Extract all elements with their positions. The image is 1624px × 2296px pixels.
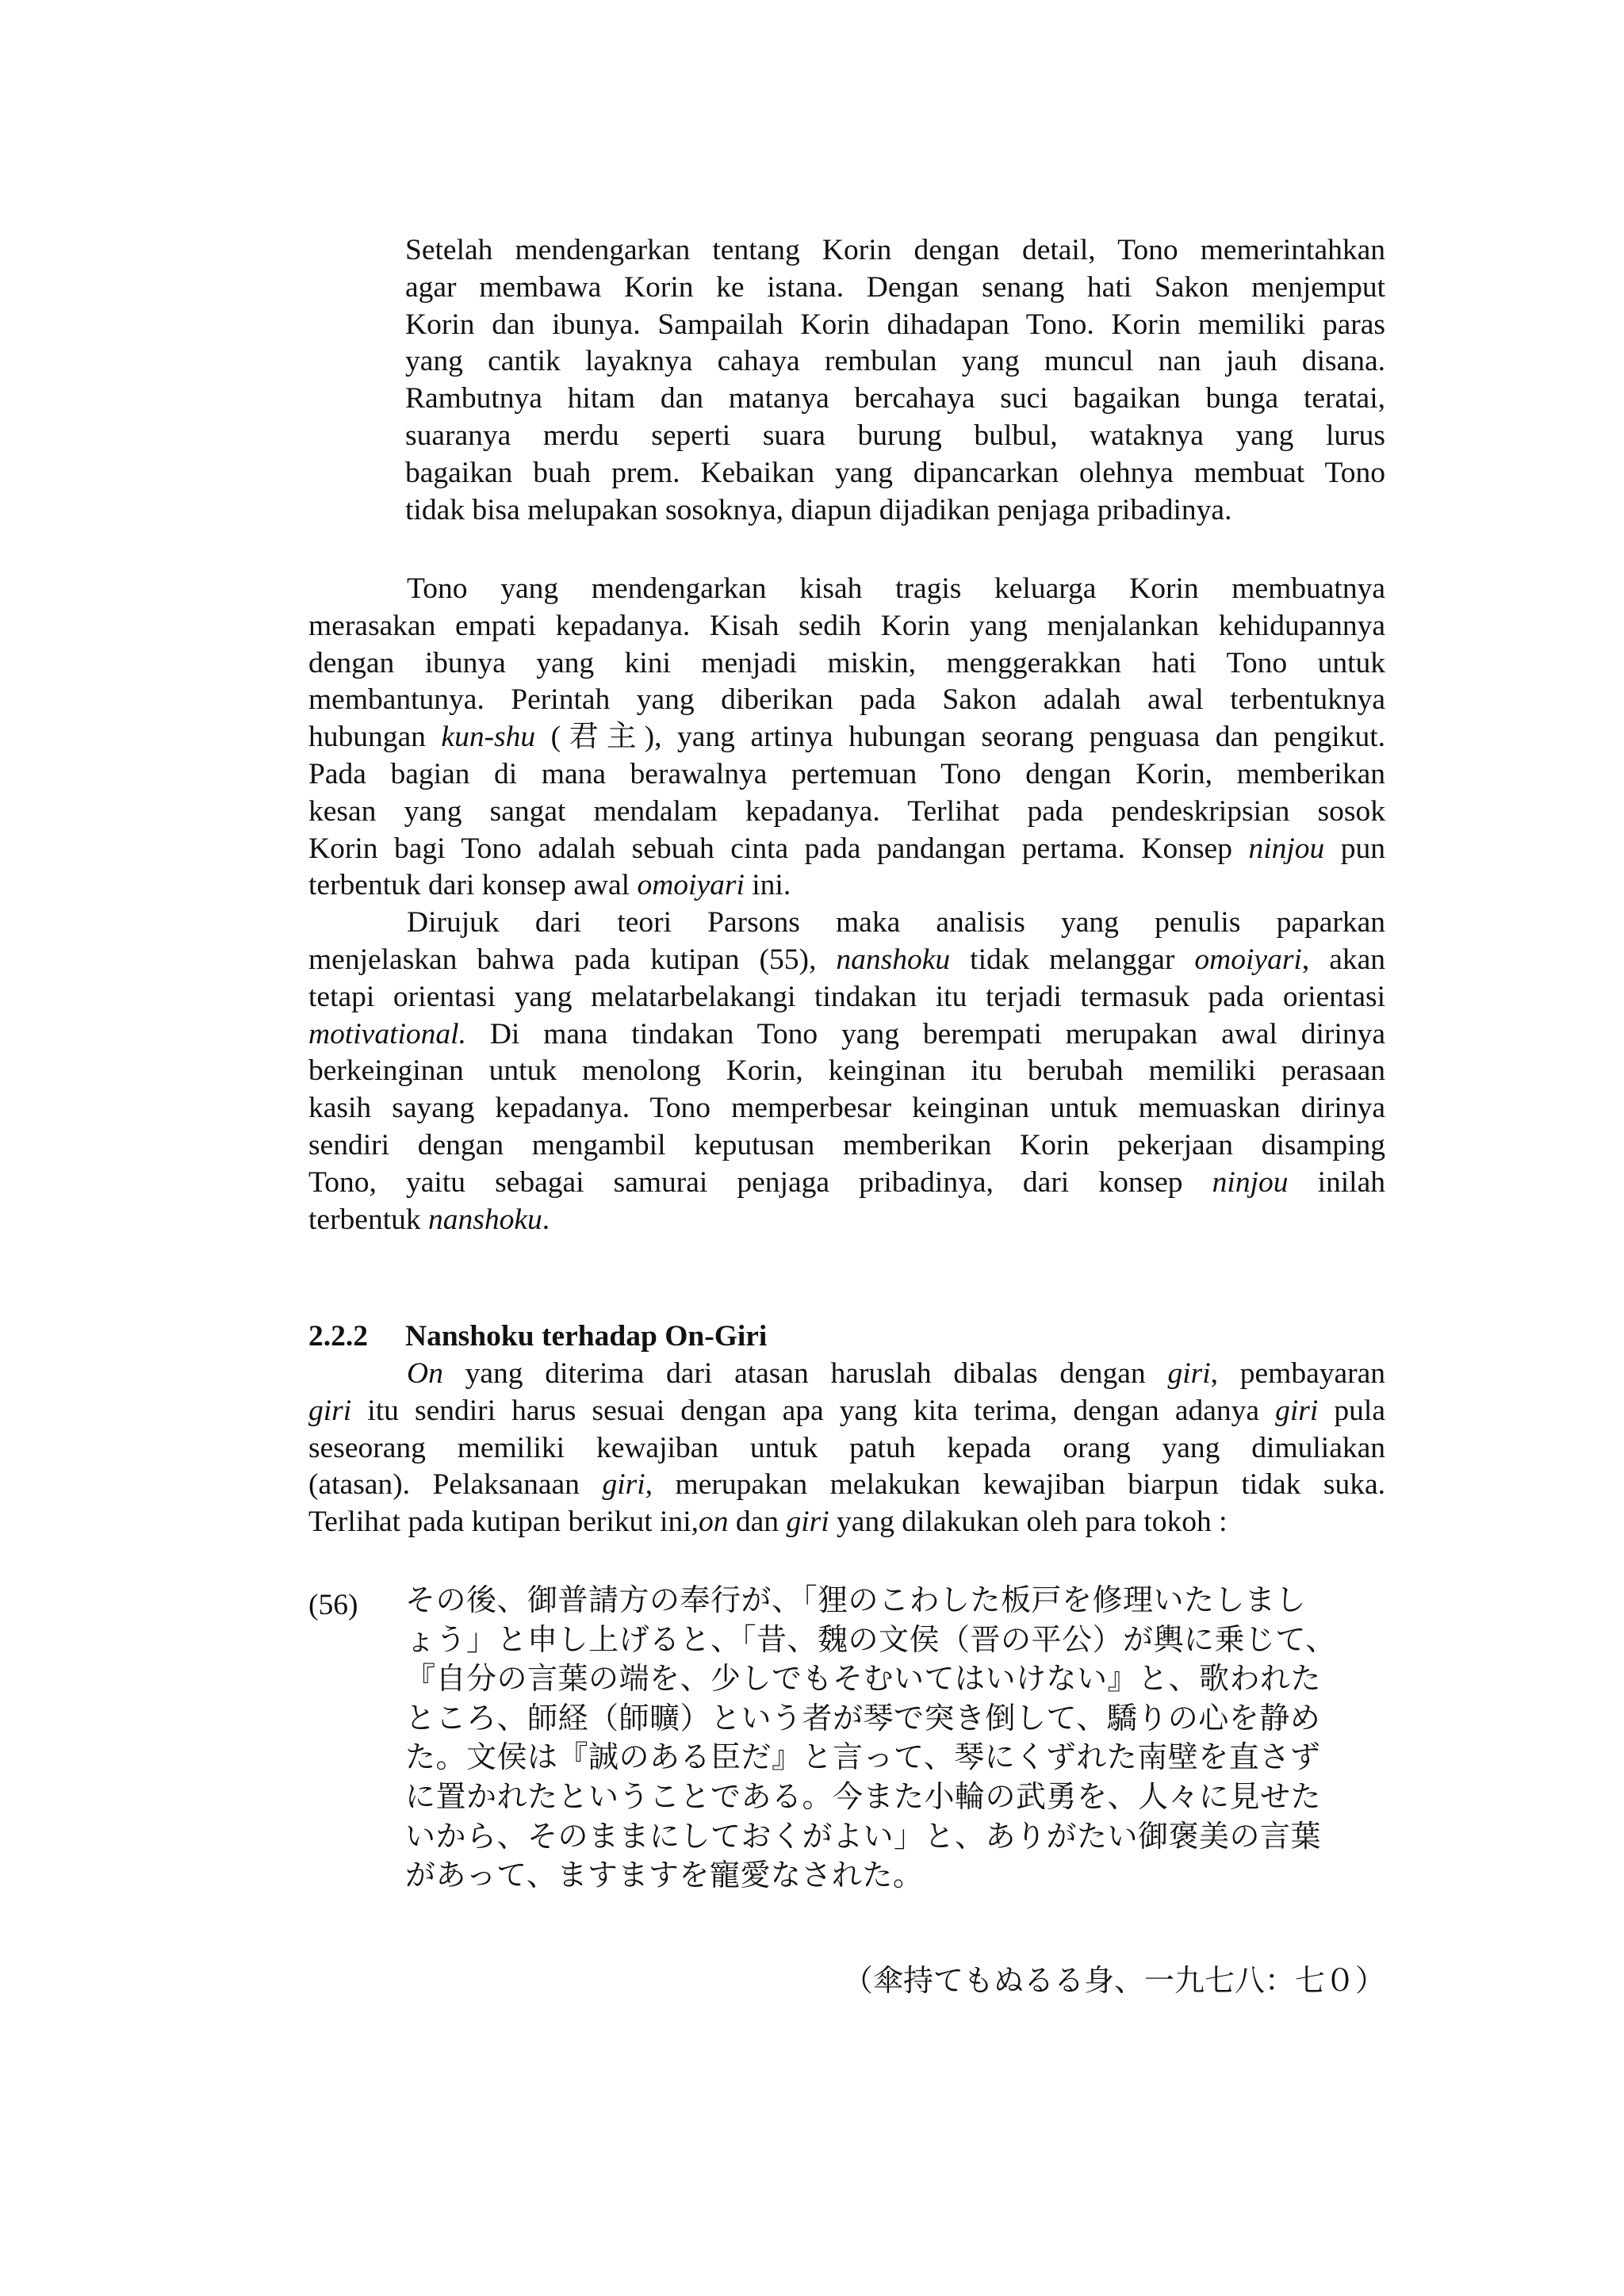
text-line: menjelaskan bahwa pada kutipan (55), nanshoku tidak melanggar omoiyari, akan <box>308 943 1386 976</box>
text-line: Korin bagi Tono adalah sebuah cinta pada pandangan pertama. Konsep ninjou pun <box>308 832 1386 865</box>
paragraph-analysis <box>308 571 1385 1238</box>
italic-term: giri <box>1275 1394 1319 1427</box>
text-line: motivational. Di mana tindakan Tono yang berempati merupakan awal dirinya <box>308 1017 1385 1050</box>
text-line: terbentuk nanshoku. <box>308 1203 550 1236</box>
quote-line: いから、そのままにしておくがよい」と、ありがたい御褒美の言葉 <box>405 1818 1322 1854</box>
italic-term: motivational. <box>308 1017 466 1050</box>
italic-term: giri <box>1167 1357 1211 1390</box>
quote-line: に置かれたということである。今また小輪の武勇を、人々に見せた <box>405 1778 1322 1814</box>
text-line: Dirujuk dari teori Parsons maka analisis yang penulis paparkan <box>407 906 1385 939</box>
text-line: seseorang memiliki kewajiban untuk patuh kepada orang yang dimuliakan <box>308 1431 1385 1464</box>
text-line: dengan ibunya yang kini menjadi miskin, menggerakkan hati Tono untuk <box>308 646 1385 679</box>
paragraph-korin-description <box>405 232 1385 529</box>
quote-citation: （傘持てもぬるる身、一九七八：七０） <box>842 1963 1385 1998</box>
quote-line: ょう」と申し上げると、「昔、魏の文侯（晋の平公）が輿に乗じて、 <box>405 1621 1336 1657</box>
text-line: terbentuk dari konsep awal omoiyari ini. <box>308 869 791 902</box>
text-line: berkeinginan untuk menolong Korin, keinginan itu berubah memiliki perasaan <box>308 1054 1385 1088</box>
text-line: hubungan kun-shu (君主), yang artinya hubungan seorang penguasa dan pengikut. <box>308 721 1385 754</box>
quote-line: 『自分の言葉の端を、少しでもそむいてはいけない』と、歌われた <box>405 1661 1322 1697</box>
italic-term: kun-shu <box>441 721 536 754</box>
text-line: Tono yang mendengarkan kisah tragis keluarga Korin membuatnya <box>407 572 1385 605</box>
text-line: yang cantik layaknya cahaya rembulan yang muncul nan jauh disana. <box>405 345 1385 378</box>
section-title: Nanshoku terhadap On-Giri <box>405 1320 768 1353</box>
japanese-quote <box>405 1581 1385 1896</box>
text-line: Setelah mendengarkan tentang Korin dengan detail, Tono memerintahkan <box>405 234 1385 266</box>
italic-term: omoiyari <box>1194 943 1302 976</box>
italic-term: ninjou <box>1248 832 1325 865</box>
text-line: bagaikan buah prem. Kebaikan yang dipancarkan olehnya membuat Tono <box>405 456 1385 489</box>
quote-line: その後、御普請方の奉行が、「狸のこわした板戸を修理いたしまし <box>405 1582 1307 1617</box>
italic-term: on <box>699 1506 729 1539</box>
italic-term: giri, <box>602 1468 653 1502</box>
text-line: Korin dan ibunya. Sampailah Korin dihadapan Tono. Korin memiliki paras <box>405 308 1385 341</box>
italic-term: giri <box>786 1506 829 1539</box>
paragraph-on-giri <box>308 1356 1385 1541</box>
italic-term: giri <box>308 1394 352 1427</box>
italic-term: , nanshoku <box>809 943 951 976</box>
quote-line: があって、ますますを寵愛なされた。 <box>405 1858 924 1893</box>
text-line: membantunya. Perintah yang diberikan pada Sakon adalah awal terbentuknya <box>308 683 1385 717</box>
section-heading <box>308 1318 1385 1356</box>
text-line: Tono, yaitu sebagai samurai penjaga pribadinya, dari konsep ninjou inilah <box>308 1165 1385 1199</box>
text-line: suaranya merdu seperti suara burung bulbul, wataknya yang lurus <box>405 419 1385 452</box>
text-line: tidak bisa melupakan sosoknya, diapun dijadikan penjaga pribadinya. <box>405 493 1232 526</box>
text-line: kasih sayang kepadanya. Tono memperbesar keinginan untuk memuaskan dirinya <box>308 1092 1385 1125</box>
text-line: Rambutnya hitam dan matanya bercahaya suci bagaikan bunga teratai, <box>405 382 1385 415</box>
italic-term: omoiyari <box>637 869 745 902</box>
text-line: sendiri dengan mengambil keputusan memberikan Korin pekerjaan disamping <box>308 1128 1385 1161</box>
italic-term: On <box>407 1357 443 1390</box>
text-line: Pada bagian di mana berawalnya pertemuan Tono dengan Korin, memberikan <box>308 757 1385 790</box>
text-line: Terlihat pada kutipan berikut ini,on dan giri yang dilakukan oleh para tokoh : <box>308 1506 1228 1539</box>
text-line: tetapi orientasi yang melatarbelakangi tindakan itu terjadi termasuk pada orientasi <box>308 980 1385 1013</box>
text-line: agar membawa Korin ke istana. Dengan senang hati Sakon menjemput <box>405 270 1385 304</box>
quote-line: た。文侯は『誠のある臣だ』と言って、琴にくずれた南壁を直さず <box>405 1739 1321 1775</box>
italic-term: nanshoku <box>428 1203 542 1236</box>
text-line: merasakan empati kepadanya. Kisah sedih Korin yang menjalankan kehidupannya <box>308 609 1385 642</box>
quote-number: (56) <box>308 1589 358 1621</box>
section-number: 2.2.2 <box>308 1320 368 1353</box>
text-line: (atasan). Pelaksanaan giri, merupakan melakukan kewajiban biarpun tidak suka. <box>308 1468 1385 1502</box>
italic-term: ninjou <box>1212 1165 1289 1199</box>
text-line: kesan yang sangat mendalam kepadanya. Terlihat pada pendeskripsian sosok <box>308 794 1385 828</box>
quote-line: ところ、師経（師曠）という者が琴で突き倒して、驕りの心を静め <box>405 1700 1321 1735</box>
text-line: giri itu sendiri harus sesuai dengan apa yang kita terima, dengan adanya giri pula <box>308 1394 1385 1427</box>
text-line: On yang diterima dari atasan haruslah dibalas dengan giri, pembayaran <box>407 1357 1386 1390</box>
